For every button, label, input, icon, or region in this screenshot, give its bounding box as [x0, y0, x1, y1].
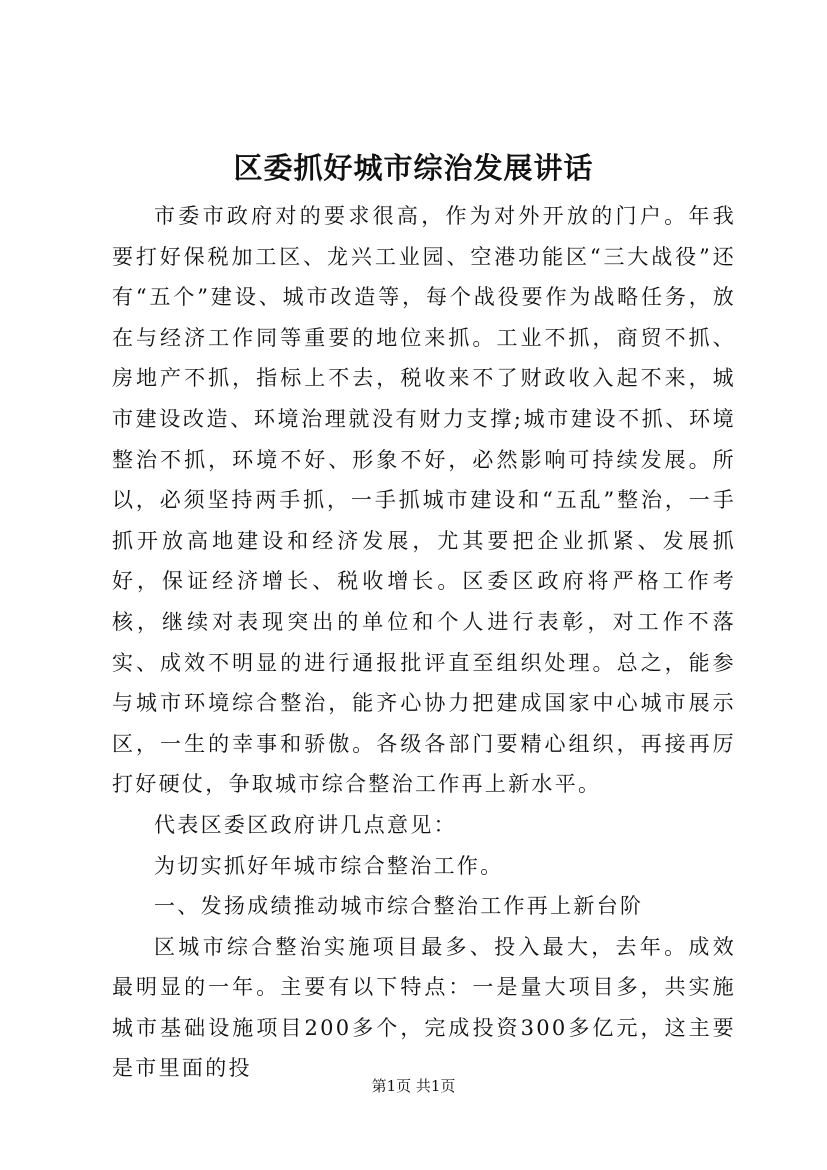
paragraph-3: 为切实抓好年城市综合整治工作。	[154, 853, 504, 878]
paragraph-1: 市委市政府对的要求很高，作为对外开放的门户。年我要打好保税加工区、龙兴工业园、空港功能区“三大战役”还有“五个”建设、城市改造等，每个战役要作为战略任务，放在与经济工作同等重要的地位来抓。工业不抓，商贸不抓、房地产不抓，指标上不去，税收来不了财政收入起不来，城市建设改造、环境治理就没有财力支撑;城市建设不抓、环境整治不抓，环境不好、形象不好，必然影响可持续发展。所以，必须坚持两手抓，一手抓城市建设和“五乱”整治，一手抓开放高地建设和经济发展，尤其要把企业抓紧、发展抓好，保证经济增长、税收增长。区委区政府将严格工作考核，继续对表现突出的单位和个人进行表彰，对工作不落实、成效不明显的进行通报批评直至组织处理。总之，能参与城市环境综合整治，能齐心协力把建成国家中心城市展示区，一生的幸事和骄傲。各级各部门要精心组织，再接再厉打好硬仗，争取城市综合整治工作再上新水平。	[112, 204, 736, 797]
document-body	[112, 196, 736, 1089]
paragraph-5: 区城市综合整治实施项目最多、投入最大，去年。成效最明显的一年。主要有以下特点：一是量大项目多，共实施城市基础设施项目200多个，完成投资300多亿元，这主要是市里面的投	[112, 934, 736, 1081]
document-title: 区委抓好城市综治发展讲话	[233, 151, 594, 185]
page-number-footer: 第1页 共1页	[371, 1077, 456, 1095]
paragraph-4-heading: 一、发扬成绩推动城市综合整治工作再上新台阶	[154, 894, 644, 919]
paragraph-2: 代表区委区政府讲几点意见：	[154, 812, 457, 837]
